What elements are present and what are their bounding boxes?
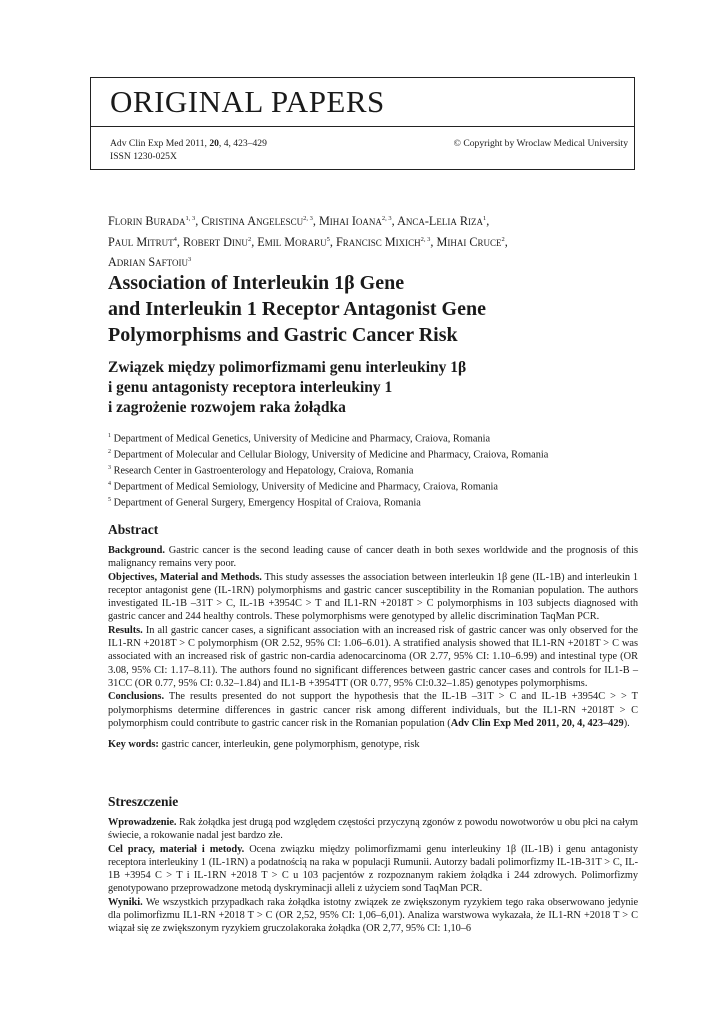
- author: Anca-Lelia Riza$^1$,: [397, 214, 490, 229]
- section-title: ORIGINAL PAPERS: [110, 84, 385, 119]
- streszczenie-section: [108, 794, 638, 936]
- author-list: [108, 210, 638, 272]
- abstract-section: [108, 522, 638, 751]
- journal-meta-box: [90, 127, 635, 170]
- streszczenie-paragraph: Wprowadzenie. Rak żołądka jest drugą pod względem częstości przyczyną zgonów z powodu nowotworów u obu płci na całym świecie, a rokowanie nadal jest bardzo złe.: [108, 817, 638, 842]
- affiliation: $^3$ Research Center in Gastroenterology and Hepatology, Craiova, Romania: [108, 465, 414, 477]
- copyright: © Copyright by Wroclaw Medical University: [453, 138, 628, 149]
- affiliation: $^5$ Department of General Surgery, Emergency Hospital of Craiova, Romania: [108, 497, 421, 509]
- author: Adrian Saftoiu$^3$: [108, 255, 192, 270]
- abstract-paragraph: Conclusions. The results presented do not support the hypothesis that the IL-1B –31T > C and IL-1B +3954C > > T polymorphisms determine differences in gastric cancer risk among different individuals, but the IL1-RN +2018T > C polymorphism could contribute to gastric cancer risk in the Romanian population (Adv Clin Exp Med 2011, 20, 4, 423–429).: [108, 691, 638, 729]
- affiliation: $^1$ Department of Medical Genetics, University of Medicine and Pharmacy, Craiova, Romania: [108, 433, 491, 445]
- author: Florin Burada$^{1, 3}$,: [108, 214, 202, 229]
- citation-block: [110, 137, 267, 163]
- author: Francisc Mixich$^{2, 3}$,: [335, 234, 437, 249]
- author: Emil Moraru$^5$,: [257, 234, 336, 249]
- issn: ISSN 1230-025X: [110, 151, 177, 162]
- streszczenie-paragraph: Cel pracy, materiał i metody. Ocena związku między polimorfizmami genu interleukiny 1β (IL-1B) i genu antagonisty receptora interleukiny 1 (IL-1RN) a podatnością na raka w populacji Rumunii. Autorzy badali polimorfizmy IL-1B-31T > C, IL-1B +3954 C > T i IL-1RN +2018 T > C u 103 pacjentów z rozpoznanym rakiem żołądka i 244 zdrowych. Polimorfizmy genotypowano przeprowadzone metodą dyskryminacji alleli z użyciem sond TaqMan PCR.: [108, 843, 638, 895]
- affiliations: [108, 430, 638, 510]
- citation-line: Adv Clin Exp Med 2011, 20, 4, 423–429: [110, 138, 267, 149]
- author: Paul Mitrut$^4$,: [108, 234, 183, 249]
- author: Mihai Ioana$^{2, 3}$,: [318, 214, 398, 229]
- author: Robert Dinu$^2$,: [183, 234, 258, 249]
- section-title-box: [90, 77, 635, 127]
- abstract-heading: Abstract: [108, 522, 159, 537]
- author: Cristina Angelescu$^{2, 3}$,: [201, 214, 319, 229]
- author: Mihai Cruce$^2$,: [436, 234, 508, 249]
- streszczenie-paragraph: Wyniki. We wszystkich przypadkach raka żołądka istotny związek ze zwiększonym ryzykiem tego raka obserwowano jedynie dla polimorfizmu IL1-RN +2018 T > C (OR 2,52, 95% CI: 1,06–6,01). Analiza warstwowa wykazała, że IL1-RN +2018 T > C wiązał się ze zwiększonym ryzykiem gruczolakoraka żołądka (OR 2,77, 95% CI: 1,10–6: [108, 896, 638, 935]
- keywords: Key words: gastric cancer, interleukin, gene polymorphism, genotype, risk: [108, 739, 420, 751]
- article-title: Association of Interleukin 1β Gene and Interleukin 1 Receptor Antagonist Gene Polymorphisms and Gastric Cancer Risk: [108, 272, 486, 346]
- article-title-polish: Związek między polimorfizmami genu interleukiny 1β i genu antagonisty receptora interleukiny 1 i zagrożenie rozwojem raka żołądka: [108, 359, 467, 416]
- abstract-paragraph: Results. In all gastric cancer cases, a significant association with an increased risk of gastric cancer was only observed for the IL1-RN +2018T > C polymorphism (OR 2.52, 95% CI: 1.06–6.01). A stratified analysis showed that IL1-RN +2018T > C was associated with an increased risk of gastric non-cardia adenocarcinoma (OR 2.77, 95% CI: 1.10–6.99) and intestinal type (OR 3.08, 95% CI: 1.17–8.11). The authors found no significant differences between gastric cancer cases and controls for IL1-B –31CC (OR 0.77, 95% CI: 0.32–1.84) and IL1-B +3954TT (OR 0.77, 95% CI:0.32–1.85) genotypes polymorphisms.: [108, 624, 638, 689]
- abstract-paragraph: Background. Gastric cancer is the second leading cause of cancer death in both sexes worldwide and the prognosis of this malignancy remains very poor.: [108, 545, 638, 570]
- affiliation: $^2$ Department of Molecular and Cellular Biology, University of Medicine and Pharmacy, Craiova, Romania: [108, 449, 549, 461]
- citation-volume: 20: [209, 138, 219, 149]
- abstract-paragraph: Objectives, Material and Methods. This study assesses the association between interleukin 1β gene (IL-1B) and interleukin 1 receptor antagonist gene (IL-1RN) polymorphisms and gastric cancer susceptibility in the Romanian population. The authors investigated IL-1B –31T > C, IL-1B +3954C > T and IL1-RN +2018T > C polymorphisms in 103 subjects diagnosed with gastric cancer and 244 healthy controls. These polymorphisms were genotyped by allelic discrimination TaqMan PCR.: [108, 571, 639, 623]
- streszczenie-heading: Streszczenie: [108, 794, 179, 809]
- affiliation: $^4$ Department of Medical Semiology, University of Medicine and Pharmacy, Craiova, Romania: [108, 481, 498, 493]
